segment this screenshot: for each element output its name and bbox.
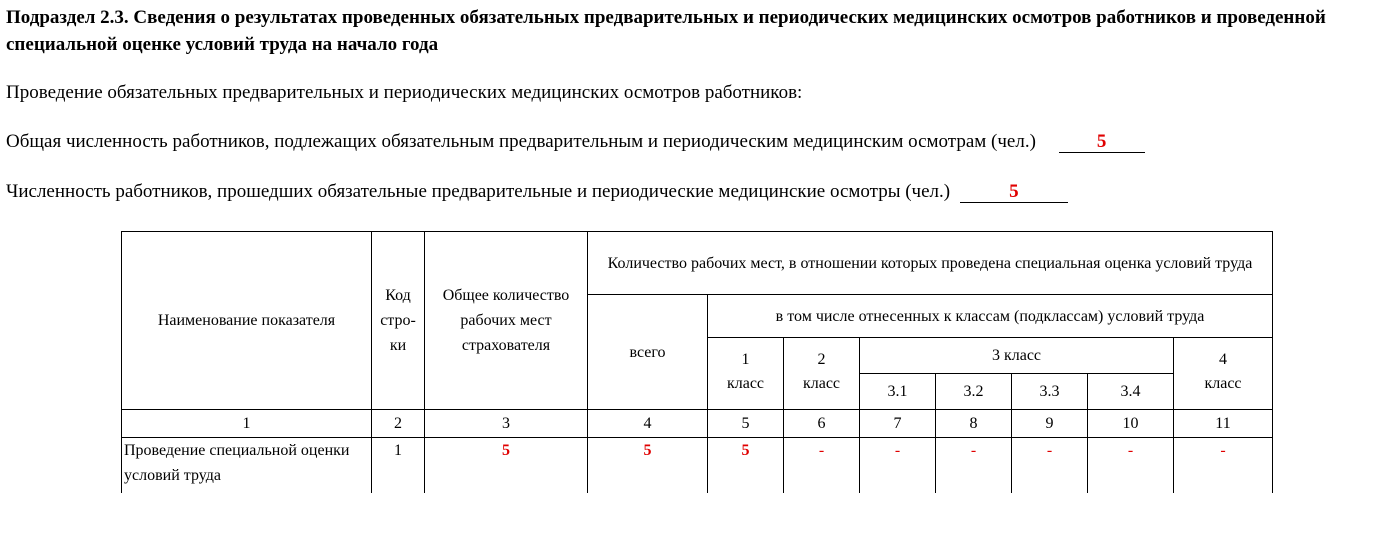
header-class-3: 3 класс bbox=[860, 338, 1174, 374]
row-name: Проведение специальной оценки условий труда bbox=[122, 438, 372, 493]
class-4-word: класс bbox=[1204, 375, 1242, 392]
header-class-1 bbox=[708, 338, 784, 410]
total-workers-line bbox=[6, 130, 1145, 154]
header-class-2 bbox=[784, 338, 860, 410]
row-value-class-2: - bbox=[784, 438, 860, 493]
passed-workers-label: Численность работников, прошедших обязательные предварительные и периодические медицинские осмотры (чел.) bbox=[6, 181, 951, 202]
header-indicator: Наименование показателя bbox=[122, 232, 372, 410]
passed-workers-value: 5 bbox=[960, 182, 1068, 203]
class-1-word: класс bbox=[726, 375, 765, 392]
table-row bbox=[122, 438, 1273, 493]
header-sout-group: Количество рабочих мест, в отношении которых проведена специальная оценка условий труда bbox=[588, 232, 1273, 295]
row-value-subclass-3-4: - bbox=[1088, 438, 1174, 493]
header-subclass-3-2: 3.2 bbox=[936, 374, 1012, 410]
column-number: 8 bbox=[936, 410, 1012, 438]
header-code: Код стро- ки bbox=[372, 232, 425, 410]
row-value-subclass-3-2: - bbox=[936, 438, 1012, 493]
row-code: 1 bbox=[372, 438, 425, 493]
column-numbers-row bbox=[122, 410, 1273, 438]
column-number: 3 bbox=[425, 410, 588, 438]
row-value-subclass-3-1: - bbox=[860, 438, 936, 493]
row-value-class-4: - bbox=[1174, 438, 1273, 493]
row-value-subclass-3-3: - bbox=[1012, 438, 1088, 493]
class-4-number: 4 bbox=[1219, 351, 1227, 368]
medical-intro: Проведение обязательных предварительных и периодических медицинских осмотров работников: bbox=[6, 82, 803, 103]
row-value-all: 5 bbox=[588, 438, 708, 493]
total-workers-label: Общая численность работников, подлежащих обязательным предварительным и периодическим медицинским осмотрам (чел.) bbox=[6, 131, 1036, 152]
header-subclass-3-1: 3.1 bbox=[860, 374, 936, 410]
column-number: 9 bbox=[1012, 410, 1088, 438]
header-class-4 bbox=[1174, 338, 1273, 410]
subsection-title: Подраздел 2.3. Сведения о результатах проведенных обязательных предварительных и периодических медицинских осмотров работников и проведенной специальной оценке условий труда на начало года bbox=[6, 7, 1326, 55]
passed-workers-line bbox=[6, 180, 1068, 204]
column-number: 2 bbox=[372, 410, 425, 438]
column-number: 10 bbox=[1088, 410, 1174, 438]
column-number: 1 bbox=[122, 410, 372, 438]
column-number: 7 bbox=[860, 410, 936, 438]
column-number: 5 bbox=[708, 410, 784, 438]
header-total-workplaces: Общее количество рабочих мест страхователя bbox=[425, 232, 588, 410]
sout-table bbox=[121, 231, 1273, 493]
row-value-class-1: 5 bbox=[708, 438, 784, 493]
total-workers-value: 5 bbox=[1059, 132, 1145, 153]
column-number: 6 bbox=[784, 410, 860, 438]
header-subclass-3-4: 3.4 bbox=[1088, 374, 1174, 410]
header-all: всего bbox=[588, 295, 708, 410]
row-value-total-workplaces: 5 bbox=[425, 438, 588, 493]
class-1-number: 1 bbox=[741, 351, 750, 368]
column-number: 11 bbox=[1174, 410, 1273, 438]
column-number: 4 bbox=[588, 410, 708, 438]
header-classes-group: в том числе отнесенных к классам (подклассам) условий труда bbox=[708, 295, 1273, 338]
class-2-number: 2 bbox=[817, 351, 826, 368]
class-2-word: класс bbox=[802, 375, 841, 392]
header-subclass-3-3: 3.3 bbox=[1012, 374, 1088, 410]
